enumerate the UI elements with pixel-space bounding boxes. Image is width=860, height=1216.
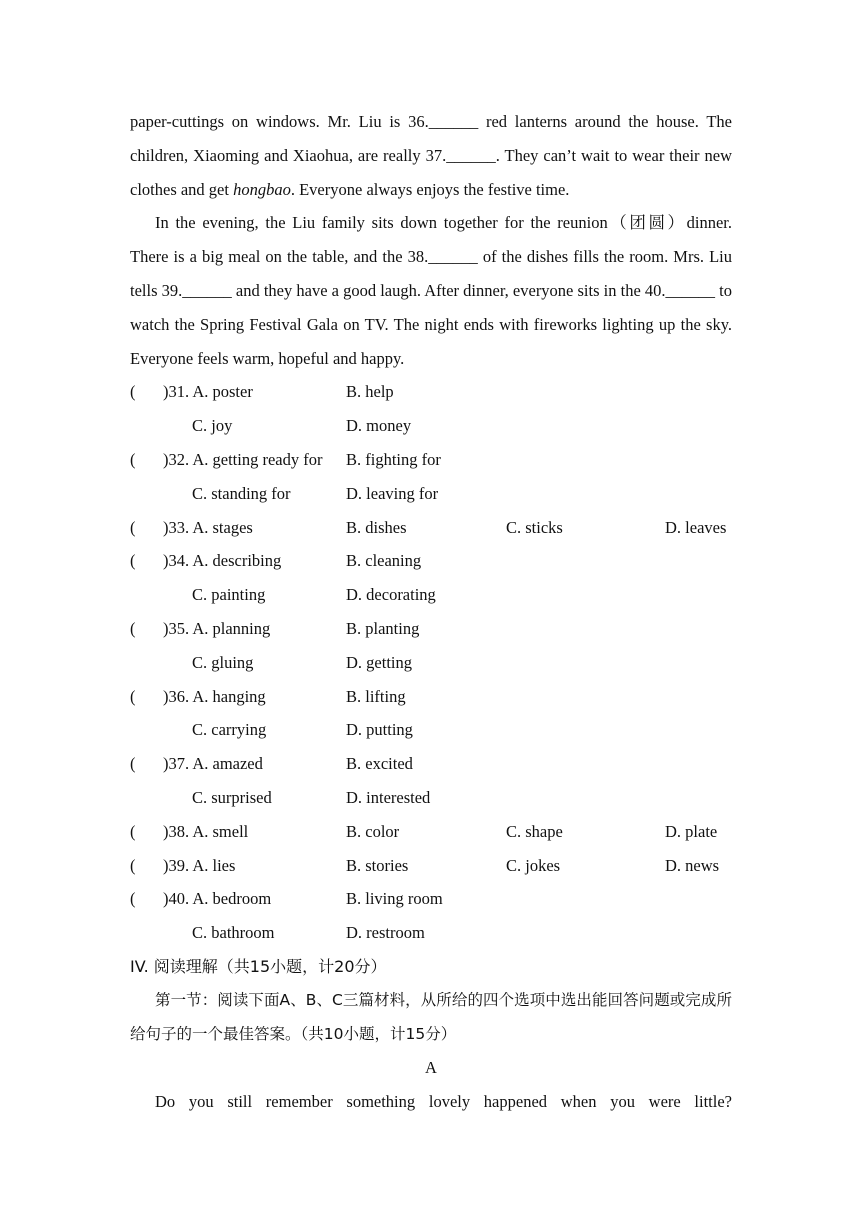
question-row xyxy=(130,443,732,477)
option-a: )33. A. stages xyxy=(163,517,253,537)
answer-bracket[interactable]: ( xyxy=(130,821,136,841)
option-c: C. surprised xyxy=(192,787,272,807)
question-row-continued xyxy=(130,713,732,747)
option-b: B. excited xyxy=(346,754,413,774)
option-d: D. leaves xyxy=(665,517,727,537)
option-a: )38. A. smell xyxy=(163,821,249,841)
option-c: C. jokes xyxy=(506,855,561,875)
option-c: C. joy xyxy=(192,416,233,436)
question-row-continued xyxy=(130,646,732,680)
section-instruction: 第一节：阅读下面A、B、C三篇材料，从所给的四个选项中选出能回答问题或完成所给句子的一个最佳答案。（共10小题，计15分） xyxy=(130,990,732,1043)
option-d: D. restroom xyxy=(346,923,425,943)
option-d: D. getting xyxy=(346,652,412,672)
option-d: D. interested xyxy=(346,787,431,807)
passage-paragraph-1 xyxy=(130,105,732,206)
option-a: )35. A. planning xyxy=(163,618,271,638)
question-row-continued xyxy=(130,578,732,612)
passage-first-line: Do you still remember something lovely happened when you were little? xyxy=(155,1092,732,1112)
option-d: D. plate xyxy=(665,821,718,841)
option-c: C. painting xyxy=(192,585,266,605)
answer-bracket[interactable]: ( xyxy=(130,449,136,469)
option-b: B. dishes xyxy=(346,517,407,537)
option-d: D. decorating xyxy=(346,585,436,605)
paragraph-text-end: . Everyone always enjoys the festive time. xyxy=(290,179,570,199)
option-d: D. news xyxy=(665,855,720,875)
option-c: C. sticks xyxy=(506,517,563,537)
option-c: C. gluing xyxy=(192,652,254,672)
question-row xyxy=(130,511,732,545)
question-list xyxy=(130,375,732,950)
option-c: C. bathroom xyxy=(192,923,275,943)
option-a: )32. A. getting ready for xyxy=(163,449,323,469)
option-a: )39. A. lies xyxy=(163,855,236,875)
question-row-continued xyxy=(130,916,732,950)
passage-paragraph-2: In the evening, the Liu family sits down together for the reunion（团圆）dinner. There is a big meal on the table, and the 38.______ of the dishes fills the room. Mrs. Liu tells 39.______ and they have a good laugh. After dinner, everyone sits in the 40.______ to watch the Spring Festival Gala on TV. The night ends with fireworks lighting up the sky. Everyone feels warm, hopeful and happy. xyxy=(130,213,732,368)
question-row-continued xyxy=(130,781,732,815)
section-title: IV. 阅读理解（共15小题，计20分） xyxy=(130,956,387,976)
paragraph-text: paper-cuttings on windows. Mr. Liu is 36.______ red lanterns around the house. The children, Xiaoming and Xiaohua, are really 37.______. They can’t wait to wear their new clothes and get xyxy=(130,112,732,199)
option-a: )36. A. hanging xyxy=(163,686,266,706)
question-row xyxy=(130,544,732,578)
question-row-continued xyxy=(130,477,732,511)
option-c: C. carrying xyxy=(192,720,267,740)
question-row-continued xyxy=(130,409,732,443)
option-b: B. stories xyxy=(346,855,409,875)
option-d: D. putting xyxy=(346,720,413,740)
option-b: B. planting xyxy=(346,618,420,638)
option-d: D. money xyxy=(346,416,412,436)
option-b: B. lifting xyxy=(346,686,406,706)
answer-bracket[interactable]: ( xyxy=(130,517,136,537)
option-a: )31. A. poster xyxy=(163,382,253,402)
question-row xyxy=(130,815,732,849)
answer-bracket[interactable]: ( xyxy=(130,382,136,402)
answer-bracket[interactable]: ( xyxy=(130,855,136,875)
document-page xyxy=(130,105,732,1119)
option-a: )40. A. bedroom xyxy=(163,889,272,909)
option-c: C. shape xyxy=(506,821,563,841)
option-b: B. fighting for xyxy=(346,449,441,469)
answer-bracket[interactable]: ( xyxy=(130,889,136,909)
option-b: B. living room xyxy=(346,889,443,909)
question-row xyxy=(130,680,732,714)
option-a: )34. A. describing xyxy=(163,551,282,571)
question-row xyxy=(130,747,732,781)
italic-word: hongbao xyxy=(233,179,291,199)
question-row xyxy=(130,882,732,916)
question-row xyxy=(130,612,732,646)
answer-bracket[interactable]: ( xyxy=(130,551,136,571)
option-b: B. help xyxy=(346,382,394,402)
answer-bracket[interactable]: ( xyxy=(130,754,136,774)
option-c: C. standing for xyxy=(192,483,291,503)
answer-bracket[interactable]: ( xyxy=(130,618,136,638)
passage-letter: A xyxy=(425,1058,437,1078)
option-d: D. leaving for xyxy=(346,483,439,503)
answer-bracket[interactable]: ( xyxy=(130,686,136,706)
option-a: )37. A. amazed xyxy=(163,754,263,774)
question-row xyxy=(130,849,732,883)
option-b: B. cleaning xyxy=(346,551,422,571)
option-b: B. color xyxy=(346,821,400,841)
question-row xyxy=(130,375,732,409)
